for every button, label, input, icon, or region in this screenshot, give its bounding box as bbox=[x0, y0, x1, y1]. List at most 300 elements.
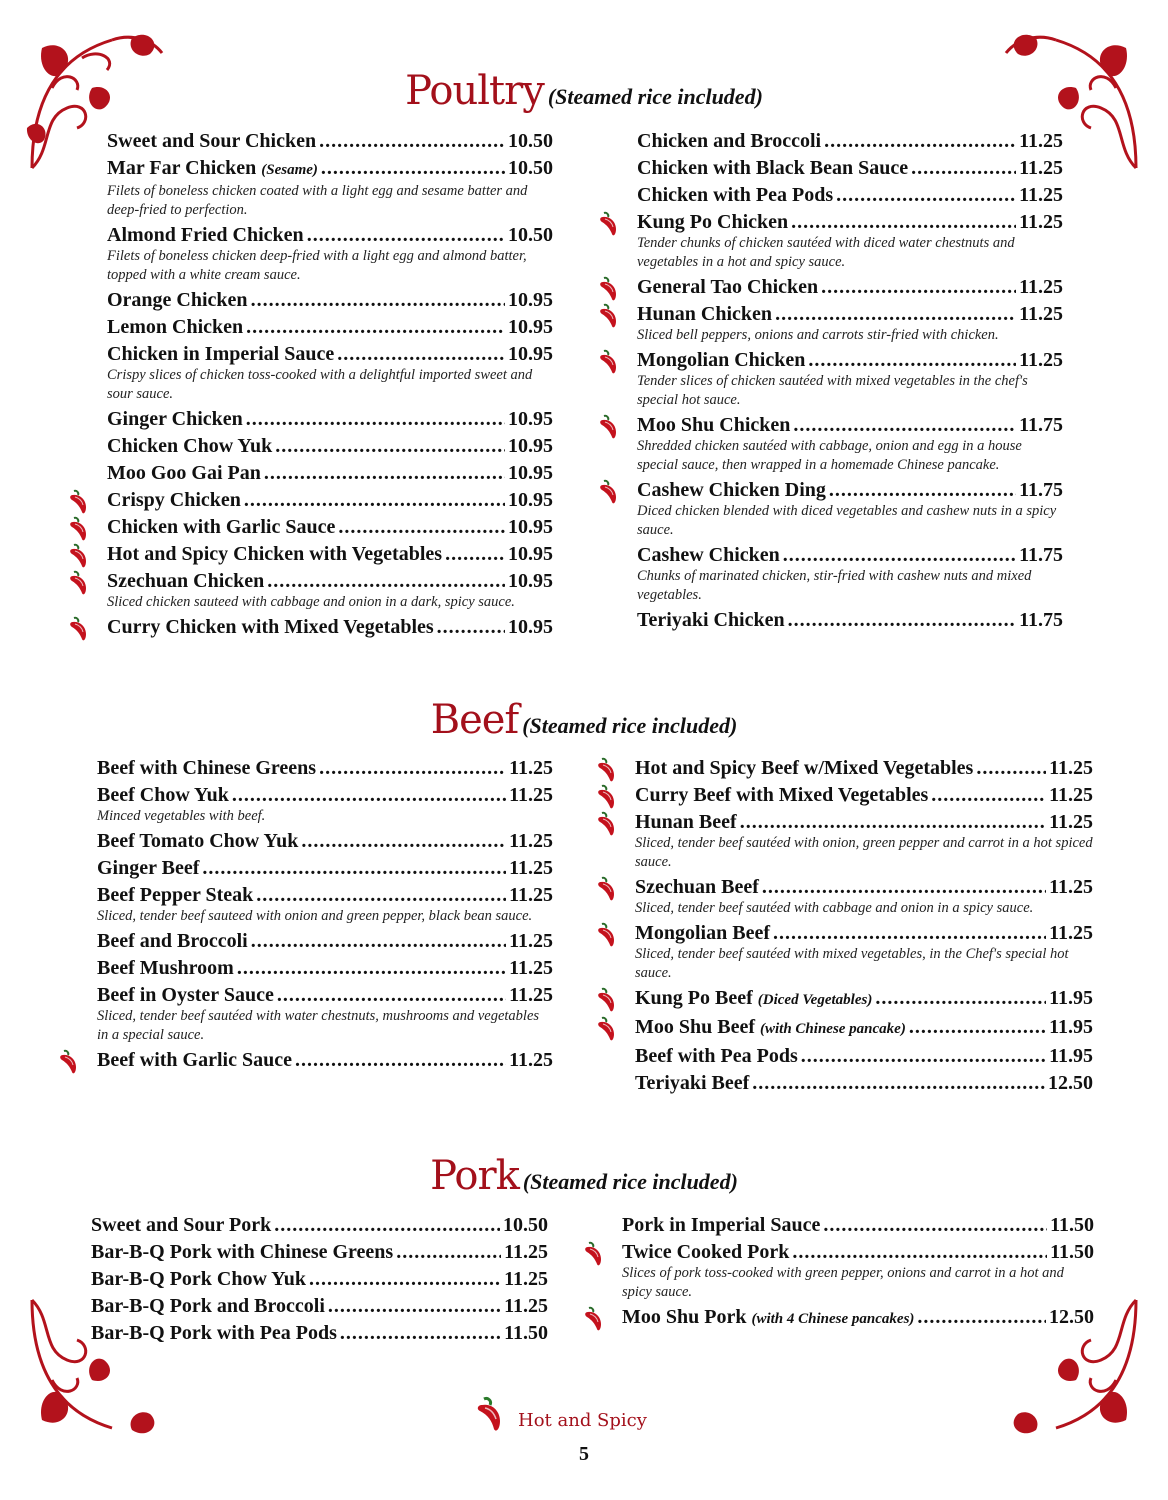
menu-item-line bbox=[107, 222, 553, 249]
menu-item-name-wrap bbox=[635, 920, 770, 947]
dot-leader bbox=[824, 128, 1016, 155]
menu-item bbox=[107, 128, 553, 155]
chili-pepper-icon bbox=[65, 570, 91, 596]
chili-pepper-icon bbox=[580, 1241, 606, 1267]
menu-item-price: 11.25 bbox=[1019, 211, 1063, 233]
menu-item-name-wrap bbox=[97, 882, 253, 909]
menu-item-price: 11.25 bbox=[509, 784, 553, 806]
chili-pepper-icon bbox=[580, 1306, 606, 1332]
menu-item-description: Minced vegetables with beef. bbox=[97, 808, 266, 824]
menu-item-name: Moo Shu Chicken bbox=[637, 414, 791, 436]
menu-item-line bbox=[622, 1304, 1094, 1333]
menu-item-name: Beef with Chinese Greens bbox=[97, 757, 317, 779]
menu-item bbox=[107, 406, 553, 433]
menu-item-name-wrap bbox=[637, 274, 818, 301]
dot-leader bbox=[762, 874, 1046, 901]
dot-leader bbox=[917, 1304, 1046, 1331]
menu-item-price: 11.25 bbox=[509, 984, 553, 1006]
menu-item-name: General Tao Chicken bbox=[637, 276, 819, 298]
menu-item-price: 11.25 bbox=[1049, 922, 1093, 944]
dot-leader bbox=[338, 514, 505, 541]
beef-heading bbox=[0, 697, 1168, 743]
menu-item-line bbox=[107, 314, 553, 341]
dot-leader bbox=[337, 341, 505, 368]
menu-item bbox=[107, 568, 553, 612]
menu-item-name-wrap bbox=[97, 982, 274, 1009]
menu-item-name: Cashew Chicken bbox=[637, 544, 780, 566]
menu-item-name: Szechuan Chicken bbox=[107, 570, 265, 592]
beef-left-column bbox=[97, 755, 553, 1074]
menu-item bbox=[91, 1239, 548, 1266]
menu-item-name-wrap bbox=[107, 341, 334, 368]
menu-item-name: Chicken Chow Yuk bbox=[107, 435, 273, 457]
chili-pepper-icon bbox=[593, 987, 619, 1013]
menu-item-description: Sliced chicken sauteed with cabbage and onion in a dark, spicy sauce. bbox=[107, 594, 515, 610]
menu-item-description: Filets of boneless chicken coated with a light egg and sesame batter and deep-fried to perfection. bbox=[107, 183, 528, 218]
menu-item-line bbox=[637, 477, 1063, 504]
menu-item-name: Almond Fried Chicken bbox=[107, 224, 304, 246]
menu-item bbox=[637, 274, 1063, 301]
menu-item-line bbox=[107, 341, 553, 368]
menu-item-line bbox=[635, 1014, 1093, 1043]
menu-item-name-wrap bbox=[107, 460, 261, 487]
legend-label: Hot and Spicy bbox=[518, 1409, 647, 1431]
menu-item-name-wrap bbox=[107, 222, 304, 249]
menu-item-name: Beef Pepper Steak bbox=[97, 884, 254, 906]
dot-leader bbox=[752, 1070, 1045, 1097]
menu-item-name-wrap bbox=[107, 155, 318, 184]
chili-pepper-icon bbox=[55, 1049, 81, 1075]
menu-item-price: 11.25 bbox=[1049, 784, 1093, 806]
menu-item-line bbox=[637, 209, 1063, 236]
poultry-right-column bbox=[637, 128, 1063, 634]
dot-leader bbox=[202, 855, 506, 882]
dot-leader bbox=[319, 755, 506, 782]
menu-item-name: Orange Chicken bbox=[107, 289, 248, 311]
menu-item-price: 11.25 bbox=[1019, 130, 1063, 152]
menu-item-line bbox=[91, 1320, 548, 1347]
poultry-title: Poultry bbox=[405, 68, 544, 114]
menu-item-name-wrap bbox=[637, 412, 790, 439]
menu-item-price: 11.25 bbox=[1019, 184, 1063, 206]
menu-item-name-wrap bbox=[107, 287, 248, 314]
menu-item bbox=[107, 514, 553, 541]
menu-item-line bbox=[107, 433, 553, 460]
menu-item bbox=[97, 855, 553, 882]
menu-item-price: 11.25 bbox=[1049, 757, 1093, 779]
dot-leader bbox=[251, 287, 505, 314]
menu-item-line bbox=[637, 347, 1063, 374]
menu-item-note: (Diced Vegetables) bbox=[757, 992, 873, 1008]
menu-item-name-wrap bbox=[107, 433, 272, 460]
dot-leader bbox=[267, 568, 505, 595]
menu-item-name-wrap bbox=[635, 782, 928, 809]
menu-item-name-wrap bbox=[107, 568, 264, 595]
menu-item bbox=[622, 1212, 1094, 1239]
beef-title: Beef bbox=[430, 697, 519, 743]
menu-item bbox=[97, 755, 553, 782]
menu-item-name-wrap bbox=[107, 406, 243, 433]
menu-item-name: Chicken with Black Bean Sauce bbox=[637, 157, 909, 179]
menu-item-name-wrap bbox=[622, 1239, 789, 1266]
menu-item-name: Ginger Beef bbox=[97, 857, 200, 879]
menu-item-name-wrap bbox=[635, 755, 973, 782]
menu-item-price: 11.50 bbox=[1050, 1214, 1094, 1236]
chili-pepper-icon bbox=[65, 543, 91, 569]
pork-left-column bbox=[91, 1212, 548, 1347]
dot-leader bbox=[801, 1043, 1046, 1070]
menu-item bbox=[637, 542, 1063, 605]
menu-item-description: Crispy slices of chicken toss-cooked with a delightful imported sweet and sour sauce. bbox=[107, 367, 533, 402]
menu-item-price: 11.25 bbox=[1049, 811, 1093, 833]
menu-item-price: 10.95 bbox=[508, 343, 553, 365]
dot-leader bbox=[788, 607, 1016, 634]
menu-item bbox=[637, 301, 1063, 345]
menu-item-name-wrap bbox=[107, 514, 335, 541]
menu-item-line bbox=[635, 1043, 1093, 1070]
menu-item-name: Kung Po Chicken bbox=[637, 211, 789, 233]
menu-item-price: 10.95 bbox=[508, 462, 553, 484]
dot-leader bbox=[232, 782, 506, 809]
menu-item bbox=[91, 1266, 548, 1293]
menu-item-line bbox=[622, 1212, 1094, 1239]
menu-item bbox=[637, 155, 1063, 182]
menu-item-price: 11.25 bbox=[509, 1049, 553, 1071]
chili-pepper-icon bbox=[595, 303, 621, 329]
menu-item-name-wrap bbox=[635, 985, 872, 1014]
menu-item-line bbox=[635, 874, 1093, 901]
chili-pepper-icon bbox=[593, 757, 619, 783]
dot-leader bbox=[793, 412, 1016, 439]
chili-pepper-icon bbox=[595, 276, 621, 302]
dot-leader bbox=[340, 1320, 501, 1347]
menu-item-line bbox=[97, 982, 553, 1009]
poultry-heading bbox=[0, 68, 1168, 114]
menu-item-price: 11.95 bbox=[1049, 1045, 1093, 1067]
menu-item-line bbox=[107, 287, 553, 314]
dot-leader bbox=[783, 542, 1016, 569]
menu-item-name: Moo Goo Gai Pan bbox=[107, 462, 261, 484]
poultry-subtitle: (Steamed rice included) bbox=[547, 84, 763, 109]
menu-item-price: 10.50 bbox=[508, 157, 553, 179]
menu-item-name-wrap bbox=[97, 782, 229, 809]
menu-item-price: 11.75 bbox=[1019, 479, 1063, 501]
dot-leader bbox=[829, 477, 1016, 504]
menu-item-name-wrap bbox=[97, 828, 298, 855]
pork-right-column bbox=[622, 1212, 1094, 1333]
menu-item-price: 12.50 bbox=[1049, 1306, 1094, 1328]
menu-item-name: Sweet and Sour Pork bbox=[91, 1214, 272, 1236]
menu-item-line bbox=[637, 412, 1063, 439]
dot-leader bbox=[319, 128, 505, 155]
dot-leader bbox=[445, 541, 505, 568]
menu-item-line bbox=[622, 1239, 1094, 1266]
menu-item-name-wrap bbox=[635, 874, 759, 901]
menu-item-name-wrap bbox=[635, 809, 737, 836]
menu-item-line bbox=[91, 1212, 548, 1239]
menu-item-price: 11.75 bbox=[1019, 414, 1063, 436]
menu-item-price: 12.50 bbox=[1048, 1072, 1093, 1094]
menu-item bbox=[107, 287, 553, 314]
menu-item bbox=[91, 1212, 548, 1239]
menu-item-line bbox=[97, 882, 553, 909]
menu-item-name-wrap bbox=[107, 487, 241, 514]
dot-leader bbox=[931, 782, 1046, 809]
dot-leader bbox=[775, 301, 1016, 328]
menu-item bbox=[107, 314, 553, 341]
dot-leader bbox=[773, 920, 1046, 947]
menu-item-price: 11.95 bbox=[1049, 1016, 1093, 1038]
beef-right-column bbox=[635, 755, 1093, 1097]
menu-item-name-wrap bbox=[107, 128, 316, 155]
menu-item-line bbox=[107, 460, 553, 487]
menu-item-line bbox=[107, 514, 553, 541]
chili-pepper-icon bbox=[593, 1016, 619, 1042]
menu-item-description: Sliced bell peppers, onions and carrots stir-fried with chicken. bbox=[637, 327, 999, 343]
menu-item-price: 11.25 bbox=[509, 957, 553, 979]
menu-item-price: 11.25 bbox=[504, 1241, 548, 1263]
dot-leader bbox=[792, 1239, 1047, 1266]
menu-item-description: Tender chunks of chicken sautéed with diced water chestnuts and vegetables in a hot and spicy sauce. bbox=[637, 235, 1015, 270]
menu-item-name: Hunan Beef bbox=[635, 811, 737, 833]
menu-item-price: 10.50 bbox=[508, 130, 553, 152]
menu-item-line bbox=[97, 1047, 553, 1074]
menu-item-line bbox=[107, 568, 553, 595]
menu-item-price: 10.95 bbox=[508, 289, 553, 311]
dot-leader bbox=[909, 1014, 1046, 1041]
menu-item-name: Beef with Pea Pods bbox=[635, 1045, 798, 1067]
menu-item bbox=[107, 433, 553, 460]
chili-pepper-icon bbox=[593, 876, 619, 902]
menu-item-price: 10.95 bbox=[508, 489, 553, 511]
dot-leader bbox=[237, 955, 506, 982]
menu-item bbox=[107, 341, 553, 404]
dot-leader bbox=[301, 828, 506, 855]
menu-item-name-wrap bbox=[637, 347, 805, 374]
pork-subtitle: (Steamed rice included) bbox=[522, 1169, 738, 1194]
menu-item-price: 11.25 bbox=[509, 757, 553, 779]
menu-item-name: Pork in Imperial Sauce bbox=[622, 1214, 821, 1236]
menu-item-name-wrap bbox=[637, 209, 788, 236]
menu-item bbox=[107, 155, 553, 220]
menu-item-price: 11.75 bbox=[1019, 609, 1063, 631]
menu-item bbox=[635, 755, 1093, 782]
menu-item-name: Beef with Garlic Sauce bbox=[97, 1049, 292, 1071]
menu-item-description: Filets of boneless chicken deep-fried with a light egg and almond batter, topped with a white cream sauce. bbox=[107, 248, 527, 283]
menu-item-name: Szechuan Beef bbox=[635, 876, 759, 898]
menu-item-description: Chunks of marinated chicken, stir-fried with cashew nuts and mixed vegetables. bbox=[637, 568, 1032, 603]
menu-item-name-wrap bbox=[107, 541, 442, 568]
menu-item bbox=[107, 222, 553, 285]
dot-leader bbox=[808, 347, 1016, 374]
menu-item bbox=[635, 920, 1093, 983]
menu-item-line bbox=[91, 1239, 548, 1266]
chili-pepper-icon bbox=[595, 479, 621, 505]
menu-item-price: 11.50 bbox=[1050, 1241, 1094, 1263]
menu-item-name-wrap bbox=[622, 1304, 914, 1333]
menu-item-price: 10.95 bbox=[508, 316, 553, 338]
menu-item-name-wrap bbox=[97, 928, 248, 955]
chili-pepper-icon bbox=[595, 414, 621, 440]
menu-item bbox=[91, 1293, 548, 1320]
menu-item-name: Beef in Oyster Sauce bbox=[97, 984, 274, 1006]
menu-item-line bbox=[637, 128, 1063, 155]
menu-item-price: 11.25 bbox=[504, 1268, 548, 1290]
menu-item bbox=[635, 809, 1093, 872]
chili-pepper-icon bbox=[593, 811, 619, 837]
menu-item-name: Chicken and Broccoli bbox=[637, 130, 822, 152]
dot-leader bbox=[307, 222, 505, 249]
menu-item-name: Teriyaki Beef bbox=[635, 1072, 750, 1094]
menu-item-price: 11.25 bbox=[509, 830, 553, 852]
menu-item bbox=[107, 541, 553, 568]
menu-item-name-wrap bbox=[97, 1047, 292, 1074]
dot-leader bbox=[244, 487, 505, 514]
menu-item-price: 11.25 bbox=[1019, 349, 1063, 371]
dot-leader bbox=[328, 1293, 501, 1320]
page-number: 5 bbox=[579, 1443, 589, 1465]
menu-item bbox=[637, 182, 1063, 209]
dot-leader bbox=[875, 985, 1046, 1012]
menu-item bbox=[622, 1304, 1094, 1333]
menu-item-name-wrap bbox=[107, 614, 434, 641]
menu-item-name-wrap bbox=[635, 1043, 798, 1070]
menu-item-name: Hot and Spicy Chicken with Vegetables bbox=[107, 543, 443, 565]
menu-item-name: Twice Cooked Pork bbox=[622, 1241, 790, 1263]
menu-item-name: Bar-B-Q Pork with Pea Pods bbox=[91, 1322, 337, 1344]
dot-leader bbox=[274, 1212, 500, 1239]
menu-item-name-wrap bbox=[91, 1266, 306, 1293]
menu-item-price: 10.95 bbox=[508, 616, 553, 638]
dot-leader bbox=[264, 460, 505, 487]
menu-item-name-wrap bbox=[635, 1070, 749, 1097]
dot-leader bbox=[396, 1239, 501, 1266]
menu-item-price: 11.75 bbox=[1019, 544, 1063, 566]
menu-item bbox=[107, 487, 553, 514]
menu-item-name: Beef and Broccoli bbox=[97, 930, 248, 952]
menu-item bbox=[635, 1070, 1093, 1097]
menu-item bbox=[107, 460, 553, 487]
menu-item-name-wrap bbox=[91, 1293, 325, 1320]
dot-leader bbox=[976, 755, 1046, 782]
dot-leader bbox=[251, 928, 506, 955]
menu-item-line bbox=[97, 755, 553, 782]
menu-item-price: 10.50 bbox=[503, 1214, 548, 1236]
menu-item-price: 10.95 bbox=[508, 408, 553, 430]
menu-item-line bbox=[107, 406, 553, 433]
menu-item-name: Chicken with Garlic Sauce bbox=[107, 516, 336, 538]
menu-item-name: Moo Shu Beef bbox=[635, 1016, 755, 1038]
menu-item-name: Mongolian Chicken bbox=[637, 349, 806, 371]
menu-item-name: Ginger Chicken bbox=[107, 408, 243, 430]
menu-item-name-wrap bbox=[637, 607, 785, 634]
menu-item-name: Mongolian Beef bbox=[635, 922, 770, 944]
menu-item bbox=[637, 477, 1063, 540]
menu-item-name: Crispy Chicken bbox=[107, 489, 241, 511]
chili-pepper-icon bbox=[593, 784, 619, 810]
menu-item-name: Sweet and Sour Chicken bbox=[107, 130, 317, 152]
menu-item-price: 10.95 bbox=[508, 543, 553, 565]
menu-item-name-wrap bbox=[635, 1014, 906, 1043]
spicy-legend bbox=[470, 1395, 647, 1435]
menu-item-description: Shredded chicken sautéed with cabbage, onion and egg in a house special sauce, then wrapped in a homemade Chinese pancake. bbox=[637, 438, 1022, 473]
menu-item-line bbox=[107, 128, 553, 155]
menu-item-name-wrap bbox=[91, 1212, 271, 1239]
menu-item-line bbox=[635, 1070, 1093, 1097]
menu-item-name: Curry Chicken with Mixed Vegetables bbox=[107, 616, 434, 638]
menu-item-note: (with 4 Chinese pancakes) bbox=[751, 1311, 915, 1327]
menu-item-line bbox=[635, 782, 1093, 809]
menu-item-line bbox=[637, 182, 1063, 209]
menu-item-line bbox=[107, 614, 553, 641]
menu-item-name: Lemon Chicken bbox=[107, 316, 244, 338]
chili-pepper-icon bbox=[595, 349, 621, 375]
menu-item-line bbox=[91, 1293, 548, 1320]
dot-leader bbox=[246, 314, 505, 341]
menu-item bbox=[635, 874, 1093, 918]
menu-item-note: (with Chinese pancake) bbox=[760, 1021, 906, 1037]
chili-pepper-icon bbox=[65, 489, 91, 515]
menu-item-line bbox=[97, 955, 553, 982]
menu-item-line bbox=[97, 928, 553, 955]
chili-pepper-icon bbox=[470, 1395, 510, 1435]
menu-item-price: 11.25 bbox=[1019, 276, 1063, 298]
menu-item-line bbox=[97, 828, 553, 855]
menu-item-price: 11.25 bbox=[509, 884, 553, 906]
menu-item bbox=[635, 1043, 1093, 1070]
poultry-left-column bbox=[107, 128, 553, 641]
chili-pepper-icon bbox=[593, 922, 619, 948]
menu-item-description: Sliced, tender beef sautéed with cabbage and onion in a spicy sauce. bbox=[635, 900, 1034, 916]
dot-leader bbox=[321, 155, 505, 182]
menu-item-description: Sliced, tender beef sautéed with mixed vegetables, in the Chef's special hot sauce. bbox=[635, 946, 1069, 981]
menu-item bbox=[97, 1047, 553, 1074]
menu-item bbox=[637, 347, 1063, 410]
menu-item-name: Hunan Chicken bbox=[637, 303, 773, 325]
menu-item bbox=[635, 985, 1093, 1014]
dot-leader bbox=[791, 209, 1016, 236]
menu-item-name-wrap bbox=[637, 477, 826, 504]
menu-item bbox=[97, 955, 553, 982]
menu-item bbox=[637, 209, 1063, 272]
menu-item-line bbox=[637, 607, 1063, 634]
menu-item bbox=[97, 882, 553, 926]
dot-leader bbox=[246, 406, 505, 433]
menu-item-price: 11.50 bbox=[504, 1322, 548, 1344]
dot-leader bbox=[823, 1212, 1047, 1239]
dot-leader bbox=[295, 1047, 506, 1074]
menu-item bbox=[97, 828, 553, 855]
menu-item bbox=[635, 782, 1093, 809]
menu-item-description: Tender slices of chicken sautéed with mixed vegetables in the chef's special hot sauce. bbox=[637, 373, 1028, 408]
menu-item-description: Slices of pork toss-cooked with green pepper, onions and carrot in a hot and spicy sauce. bbox=[622, 1265, 1064, 1300]
menu-item-line bbox=[637, 542, 1063, 569]
chili-pepper-icon bbox=[595, 211, 621, 237]
dot-leader bbox=[277, 982, 506, 1009]
menu-item-name-wrap bbox=[622, 1212, 820, 1239]
menu-item-name: Beef Chow Yuk bbox=[97, 784, 229, 806]
menu-item bbox=[97, 928, 553, 955]
pork-title: Pork bbox=[430, 1153, 519, 1199]
beef-subtitle: (Steamed rice included) bbox=[522, 713, 738, 738]
menu-item-price: 11.25 bbox=[1049, 876, 1093, 898]
menu-item-price: 11.25 bbox=[1019, 303, 1063, 325]
menu-item-price: 10.50 bbox=[508, 224, 553, 246]
menu-item bbox=[91, 1320, 548, 1347]
menu-item-name: Beef Mushroom bbox=[97, 957, 234, 979]
menu-item-name: Teriyaki Chicken bbox=[637, 609, 785, 631]
menu-item-name-wrap bbox=[97, 855, 199, 882]
